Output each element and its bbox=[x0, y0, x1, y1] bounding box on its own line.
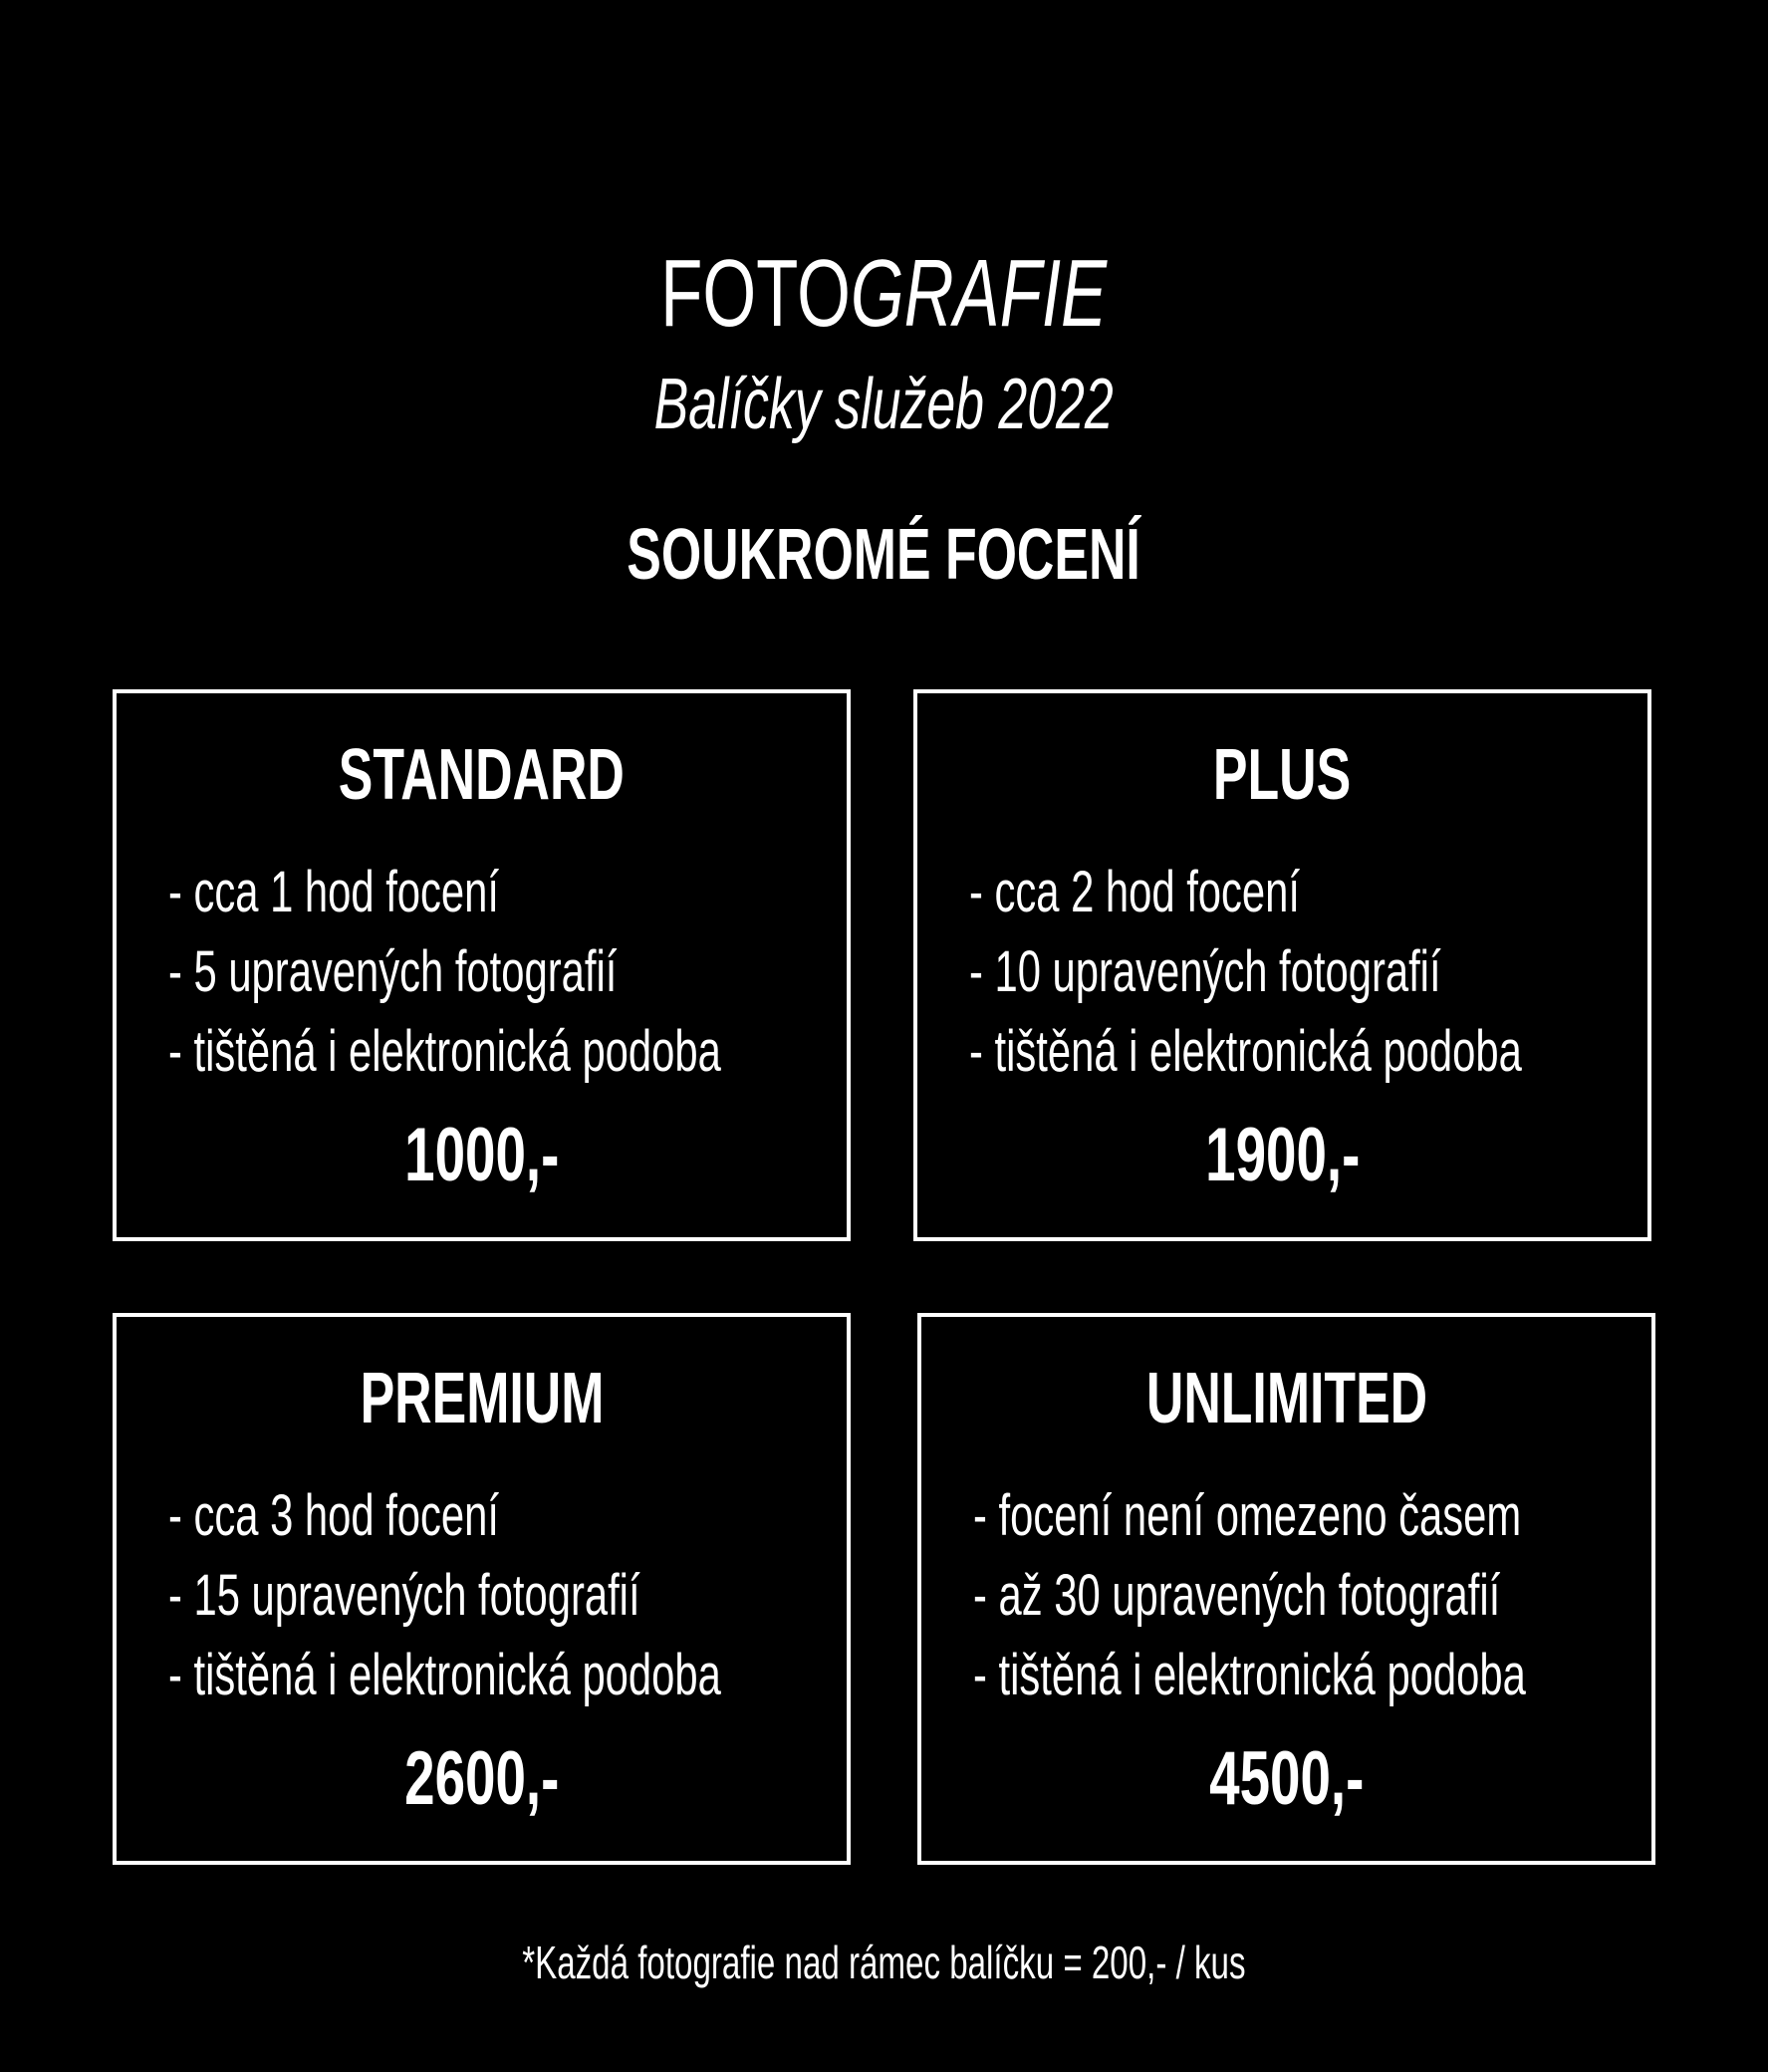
package-name-text: UNLIMITED bbox=[1145, 1359, 1427, 1438]
feature-text: - cca 2 hod focení bbox=[969, 860, 1300, 924]
feature-text: - 15 upravených fotografií bbox=[168, 1563, 640, 1628]
footnote-text: *Každá fotografie nad rámec balíčku = 200,- / kus bbox=[522, 1937, 1246, 1988]
feature-item bbox=[973, 1476, 1741, 1556]
feature-item bbox=[168, 1556, 936, 1636]
package-price-text: 1000,- bbox=[403, 1113, 560, 1197]
feature-item bbox=[168, 1636, 936, 1715]
package-name bbox=[921, 1357, 1651, 1440]
package-card-unlimited bbox=[917, 1313, 1655, 1865]
package-name bbox=[917, 733, 1647, 817]
feature-item bbox=[168, 1012, 936, 1092]
page-title bbox=[0, 239, 1768, 349]
feature-text: - tištěná i elektronická podoba bbox=[168, 1019, 721, 1084]
package-price bbox=[921, 1735, 1651, 1823]
feature-text: - focení není omezeno časem bbox=[973, 1483, 1522, 1548]
feature-item bbox=[168, 1476, 936, 1556]
package-name-text: PLUS bbox=[1213, 735, 1352, 815]
feature-text: - cca 1 hod focení bbox=[168, 860, 499, 924]
subtitle-text: Balíčky služeb 2022 bbox=[653, 365, 1115, 444]
feature-list bbox=[168, 853, 936, 1092]
package-price bbox=[117, 1112, 847, 1199]
feature-list bbox=[973, 1476, 1741, 1715]
feature-item bbox=[168, 932, 936, 1012]
feature-text: - tištěná i elektronická podoba bbox=[168, 1643, 721, 1707]
footnote bbox=[0, 1933, 1768, 1992]
package-price bbox=[117, 1735, 847, 1823]
feature-item bbox=[168, 853, 936, 932]
page-subtitle bbox=[0, 363, 1768, 446]
package-price-text: 4500,- bbox=[1208, 1736, 1365, 1821]
feature-item bbox=[969, 1012, 1737, 1092]
feature-item bbox=[973, 1636, 1741, 1715]
feature-text: - až 30 upravených fotografií bbox=[973, 1563, 1501, 1628]
feature-item bbox=[973, 1556, 1741, 1636]
feature-list bbox=[168, 1476, 936, 1715]
package-name bbox=[117, 1357, 847, 1440]
package-name-text: STANDARD bbox=[338, 735, 626, 815]
feature-text: - tištěná i elektronická podoba bbox=[973, 1643, 1526, 1707]
package-price bbox=[917, 1112, 1647, 1199]
feature-text: - cca 3 hod focení bbox=[168, 1483, 499, 1548]
package-name-text: PREMIUM bbox=[360, 1359, 604, 1438]
feature-list bbox=[969, 853, 1737, 1092]
feature-text: - 10 upravených fotografií bbox=[969, 939, 1441, 1004]
package-card-premium bbox=[113, 1313, 851, 1865]
section-heading-text: SOUKROMÉ FOCENÍ bbox=[627, 515, 1141, 595]
package-card-plus bbox=[913, 689, 1651, 1241]
title-part-foto: FOTO bbox=[660, 240, 852, 347]
package-price-text: 1900,- bbox=[1204, 1113, 1361, 1197]
feature-text: - tištěná i elektronická podoba bbox=[969, 1019, 1522, 1084]
title-part-grafie: GRAFIE bbox=[851, 240, 1108, 347]
feature-item bbox=[969, 932, 1737, 1012]
feature-item bbox=[969, 853, 1737, 932]
feature-text: - 5 upravených fotografií bbox=[168, 939, 618, 1004]
package-name bbox=[117, 733, 847, 817]
package-price-text: 2600,- bbox=[403, 1736, 560, 1821]
package-card-standard bbox=[113, 689, 851, 1241]
section-heading bbox=[0, 513, 1768, 597]
